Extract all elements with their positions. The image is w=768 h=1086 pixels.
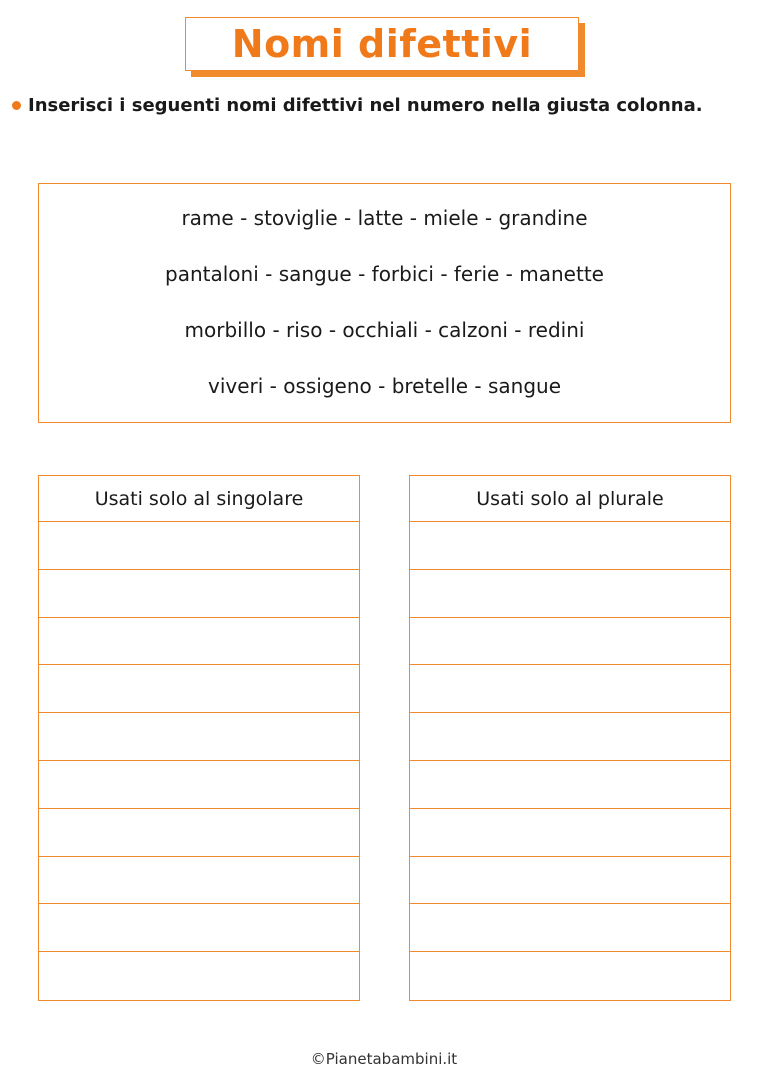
answer-row[interactable] [410,570,730,618]
answer-row[interactable] [39,618,359,666]
answer-row[interactable] [410,904,730,952]
answer-row[interactable] [410,761,730,809]
copyright-footer: ©Pianetabambini.it [310,1050,458,1068]
column-heading: Usati solo al plurale [410,476,730,522]
answer-row[interactable] [39,904,359,952]
answer-row[interactable] [410,665,730,713]
answer-row[interactable] [39,665,359,713]
answer-row[interactable] [410,857,730,905]
title-banner [185,17,585,77]
word-line: viveri - ossigeno - bretelle - sangue [207,374,562,398]
word-bank [38,183,731,423]
answer-row[interactable] [39,570,359,618]
answer-row[interactable] [39,857,359,905]
answer-row[interactable] [39,809,359,857]
bullet-dot-icon [12,101,21,110]
answer-row[interactable] [410,809,730,857]
answer-row[interactable] [410,713,730,761]
instruction-text: Inserisci i seguenti nomi difettivi nel numero nella giusta colonna. [28,95,703,116]
plural-column [409,475,731,1001]
column-heading: Usati solo al singolare [39,476,359,522]
answer-row[interactable] [410,618,730,666]
answer-row[interactable] [410,952,730,1000]
answer-row[interactable] [39,952,359,1000]
answer-row[interactable] [39,713,359,761]
page-title: Nomi difettivi [231,22,533,66]
answer-row[interactable] [410,522,730,570]
word-line: morbillo - riso - occhiali - calzoni - redini [184,318,585,342]
answer-row[interactable] [39,761,359,809]
word-line: pantaloni - sangue - forbici - ferie - manette [165,262,604,286]
word-line: rame - stoviglie - latte - miele - grandine [181,206,588,230]
answer-row[interactable] [39,522,359,570]
title-box [185,17,579,71]
singular-column [38,475,360,1001]
instruction [12,95,762,116]
